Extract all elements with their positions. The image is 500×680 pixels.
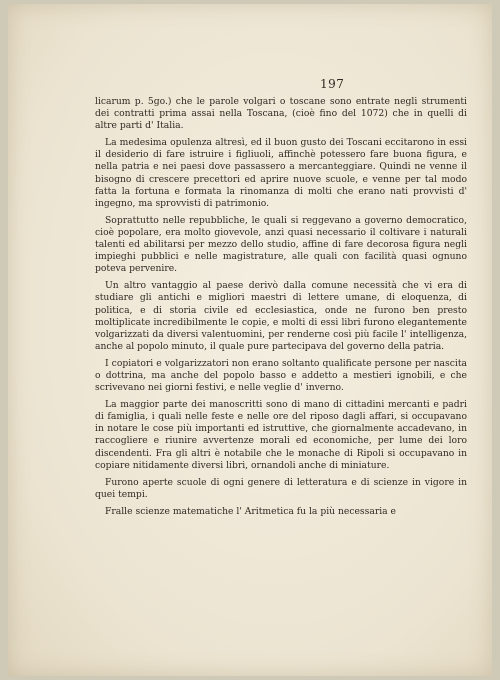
- paragraph-2: La medesima opulenza altresì, ed il buon gusto dei Toscani eccitarono in essi il desiderio di fare istruire i figliuoli, affinchè potessero fare buona figura, e nella patria e nei paesi dove passassero a mercanteggiare. Quindi ne venne il bisogno di crescere precettori ed aprire nuove scuole, e venne per tal modo fatta la fortuna e formata la rinomanza di molti che erano nati provvisti d' ingegno, ma sprovvisti di patrimonio.: [95, 137, 467, 209]
- paragraph-8: Fralle scienze matematiche l' Aritmetica fu la più necessaria e: [105, 505, 396, 517]
- book-page: [8, 4, 492, 676]
- paragraph-5: I copiatori e volgarizzatori non erano soltanto qualificate persone per nascita o dottrina, ma anche del popolo basso e addetto a mestieri ignobili, e che scrivevano nei giorni festivi, e nelle veglie d' inverno.: [95, 357, 467, 394]
- paragraph-6: La maggior parte dei manoscritti sono di mano di cittadini mercanti e padri di famiglia, i quali nelle feste e nelle ore del riposo dagli affari, si occupavano in notare le cose più importanti ed istruttive, che giornalmente accadevano, in raccogliere e riunire avvertenze morali ed economiche, per lume dei loro discendenti. Fra gli altri è notabile che le monache di Ripoli si occupavano in copiare nitidamente diversi libri, ornandoli anche di miniature.: [95, 399, 467, 471]
- paragraph-4: Un altro vantaggio al paese derivò dalla comune necessità che vi era di studiare gli antichi e migliori maestri di lettere umane, di eloquenza, di politica, e di storia civile ed ecclesiastica, onde ne furono ben presto moltiplicate incredibilmente le copie, e molti di essi libri furono elegantemente volgarizzati da diversi valentuomini, per renderne così più facile l' intelligenza, anche al popolo minuto, il quale pure partecipava del governo della patria.: [95, 280, 467, 352]
- page-number: 197: [320, 77, 345, 91]
- paragraph-3: Soprattutto nelle repubbliche, le quali si reggevano a governo democratico, cioè popolare, era molto giovevole, anzi quasi necessario il coltivare i naturali talenti ed abilitarsi per mezzo dello studio, affine di fare decorosa figura negli impieghi pubblici e nelle magistrature, alle quali con facilità quasi ognuno poteva pervenire.: [95, 214, 467, 275]
- body-text: [95, 96, 467, 518]
- paragraph-7: Furono aperte scuole di ogni genere di letteratura e di scienze in vigore in quei tempi.: [95, 476, 467, 500]
- paragraph-1: licarum p. 5go.) che le parole volgari o toscane sono entrate negli strumenti dei contratti prima assai nella Toscana, (cioè fino del 1072) che in quelli di altre parti d' Italia.: [95, 96, 467, 132]
